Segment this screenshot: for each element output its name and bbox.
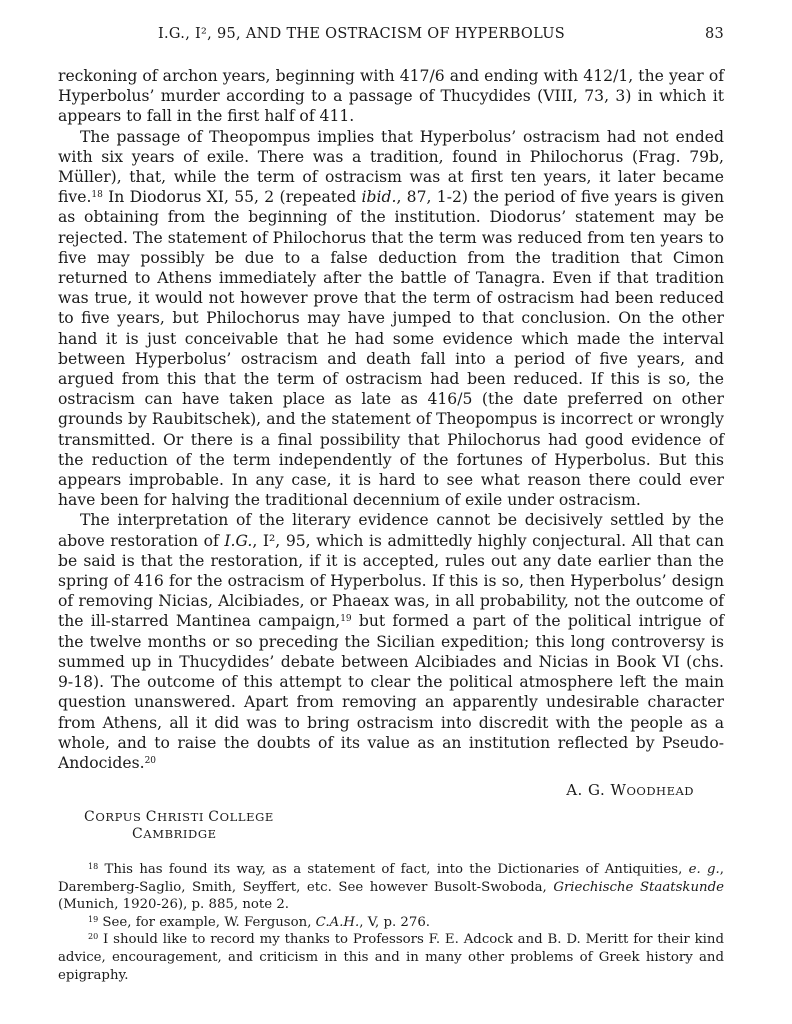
text-run: reckoning of archon years, beginning with 417/6 and ending with 412/1, the year of Hyperbolus’ murder according to a passage of Thucydides (VIII, 73, 3) in which it appears to fall in the first half of 411. — [58, 67, 724, 126]
affiliation — [84, 809, 724, 843]
author-signature — [58, 781, 724, 799]
footnote-marker: 18 — [88, 862, 99, 872]
affil-small: AMBRIDGE — [143, 827, 217, 842]
text-run: This has found its way, as a statement of fact, into the Dictionaries of Antiquities, — [98, 862, 689, 878]
running-title: I.G., I², 95, AND THE OSTRACISM OF HYPERBOLUS — [158, 26, 565, 42]
affil-small: HRISTI — [157, 810, 209, 825]
affil-cap: C — [132, 826, 144, 843]
affiliation-college — [84, 809, 724, 826]
page-number: 83 — [704, 26, 724, 42]
affil-small: OLLEGE — [219, 810, 274, 825]
footnote-marker: 18 — [91, 190, 103, 201]
footnote-marker: 19 — [88, 914, 99, 924]
italic-run: e. g. — [688, 862, 720, 878]
italic-run: Griechische Staatskunde — [553, 879, 724, 895]
article-body — [58, 66, 724, 773]
text-run: , I², 95, which is admittedly highly conjectural. All that can be said is that the restoration, if it is accepted, rules out any date earlier than the spring of 416 for the ostracism of Hyperbolus. If this is so, then Hyperbolus’ design of removing Nicias, Alcibiades, or Phaeax was, in all probability, not the outcome of the ill-starred Mantinea campaign, — [58, 531, 724, 631]
footnote — [58, 914, 724, 932]
footnote-marker: 19 — [340, 614, 352, 625]
italic-run: I.G. — [224, 531, 253, 550]
footnote — [58, 861, 724, 914]
affiliation-city — [132, 826, 724, 843]
text-run: , V, p. 276. — [359, 914, 431, 930]
signature-surname: OODHEAD — [626, 784, 694, 799]
text-run: , Daremberg-Saglio, Smith, Seyffert, etc. See however Busolt-Swoboda, — [58, 862, 724, 895]
affil-cap: C — [208, 809, 220, 826]
paragraph — [58, 510, 724, 773]
affil-cap: C — [145, 809, 158, 826]
text-run: The interpretation of the literary evidence cannot be decisively settled by the above restoration of — [58, 511, 724, 550]
affil-cap: C — [84, 809, 96, 826]
text-run: (Munich, 1920-26), p. 885, note 2. — [58, 897, 290, 913]
text-run: In Diodorus XI, 55, 2 (repeated — [102, 188, 362, 207]
page — [58, 26, 724, 984]
footnote-marker: 20 — [144, 755, 157, 766]
affil-small: ORPUS — [95, 810, 146, 825]
text-run: The passage of Theopompus implies that Hyperbolus’ ostracism had not ended with six years of exile. There was a tradition, found in Philochorus (Frag. 79b, Müller), that, while the term of ostracism was at first ten years, it later became five. — [58, 127, 724, 207]
running-header — [58, 26, 724, 50]
text-run: See, for example, W. Ferguson, — [98, 914, 316, 930]
footnote — [58, 931, 724, 984]
italic-run: ibid. — [361, 188, 397, 207]
text-run: but formed a part of the political intrigue of the twelve months or so preceding the Sicilian expedition; this long controversy is summed up in Thucydides’ debate between Alcibiades and Nicias in Book VI (chs. 9-18). The outcome of this attempt to clear the political atmosphere left the main question unanswered. Apart from removing an apparently undesirable character from Athens, all it did was to bring ostracism into discredit with the people as a whole, and to raise the doubts of its value as an institution reflected by Pseudo-Andocides. — [58, 612, 724, 772]
signature-initials: A. G. W — [566, 781, 627, 800]
paragraph — [58, 127, 724, 511]
italic-run: C.A.H. — [315, 914, 360, 930]
footnote-marker: 20 — [88, 932, 99, 942]
footnotes — [58, 861, 724, 984]
text-run: , 87, 1-2) the period of five years is given as obtaining from the beginning of the institution. Diodorus’ statement may be rejected. The statement of Philochorus that the term was reduced from ten years to five may possibly be due to a false deduction from the tradition that Cimon returned to Athens immediately after the battle of Tanagra. Even if that tradition was true, it would not however prove that the term of ostracism had been reduced to five years, but Philochorus may have jumped to that conclusion. On the other hand it is just conceivable that he had some evidence which made the interval between Hyperbolus’ ostracism and death fall into a period of five years, and argued from this that the term of ostracism had been reduced. If this is so, the ostracism can have taken place as late as 416/5 (the date preferred on other grounds by Raubitschek), and the statement of Theopompus is incorrect or wrongly transmitted. Or there is a final possibility that Philochorus had good evidence of the reduction of the term independently of the fortunes of Hyperbolus. But this appears improbable. In any case, it is hard to see what reason there could ever have been for halving the traditional decennium of exile under ostracism. — [58, 188, 724, 510]
text-run: I should like to record my thanks to Professors F. E. Adcock and B. D. Meritt for their kind advice, encouragement, and criticism in this and in many other problems of Greek history and epigraphy. — [58, 932, 724, 983]
paragraph — [58, 66, 724, 127]
